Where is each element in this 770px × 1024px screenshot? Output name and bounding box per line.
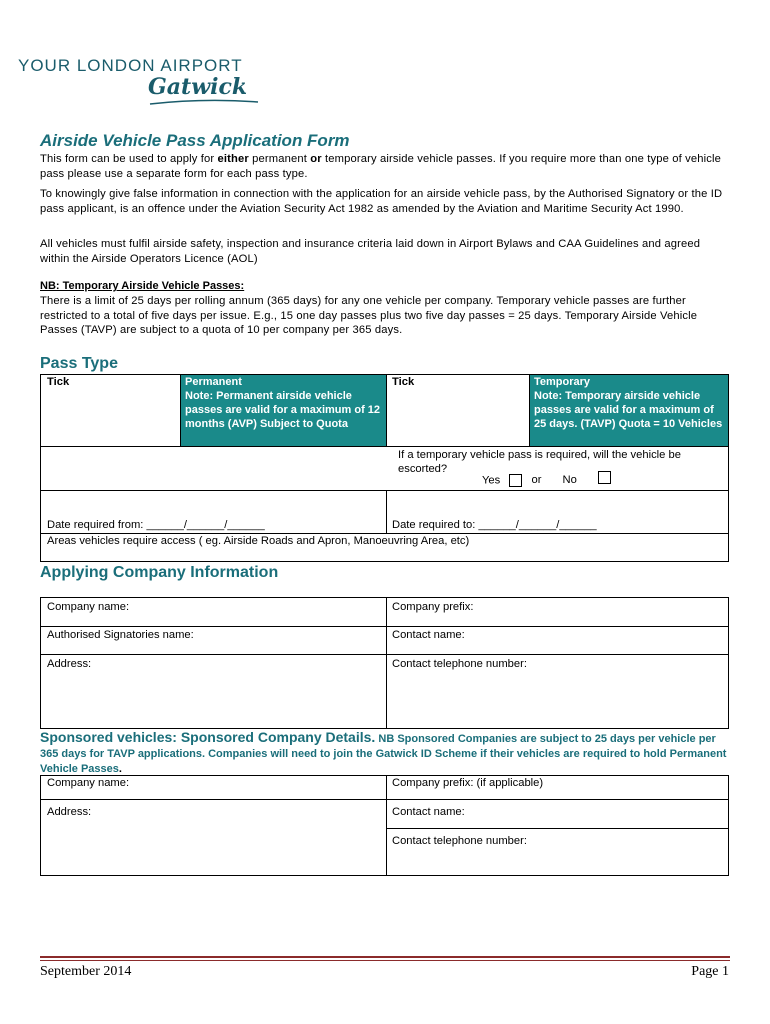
company-name-field[interactable]: Company name: xyxy=(47,601,130,613)
company-prefix-field[interactable]: Company prefix: xyxy=(392,601,474,613)
contact-phone-field[interactable]: Contact telephone number: xyxy=(392,658,527,670)
temporary-option[interactable]: Temporary Note: Temporary airside vehicle passes are valid for a maximum of 25 days. (TAVP) Quota = 10 Vehicles xyxy=(530,375,728,446)
intro-paragraph-3: All vehicles must fulfil airside safety, inspection and insurance criteria laid down in Airport Bylaws and CAA Guidelines and agreed within the Airside Operators Licence (AOL) xyxy=(40,238,701,265)
tick-temporary-label: Tick xyxy=(392,376,415,388)
page-title: Airside Vehicle Pass Application Form xyxy=(40,131,350,150)
tick-permanent-label: Tick xyxy=(47,376,70,388)
footer-date: September 2014 xyxy=(40,964,132,979)
sponsored-company-name-field[interactable]: Company name: xyxy=(47,777,130,789)
nb-heading: NB: Temporary Airside Vehicle Passes: xyxy=(40,280,245,292)
address-field[interactable]: Address: xyxy=(47,658,92,670)
date-to-field[interactable]: Date required to: ______/______/______ xyxy=(392,519,597,531)
signatories-field[interactable]: Authorised Signatories name: xyxy=(47,629,194,641)
footer-rule-thin xyxy=(40,960,730,961)
intro-paragraph-2: To knowingly give false information in connection with the application for an airside vehicle pass, by the Authorised Signatory or the ID pass applicant, is an offence under the Aviation Security Act 1982 as amended by the Aviation and Maritime Security Act 1990. xyxy=(40,188,723,215)
applying-company-table xyxy=(40,597,729,729)
or-label: or xyxy=(531,474,542,487)
sponsored-heading: Sponsored vehicles: Sponsored Company Details. NB Sponsored Companies are subject to 25 days per vehicle per 365 days for TAVP applications. Companies will need to join the Gatwick ID Scheme if their vehicles are required to hold Permanent Vehicle Passes. xyxy=(40,729,727,775)
permanent-option[interactable]: Permanent Note: Permanent airside vehicle passes are valid for a maximum of 12 months (AVP) Subject to Quota xyxy=(181,375,386,446)
sponsored-contact-phone-field[interactable]: Contact telephone number: xyxy=(392,835,527,847)
intro-paragraph-1: This form can be used to apply for either permanent or temporary airside vehicle passes. If you require more than one type of vehicle pass please use a separate form for each pass type. xyxy=(40,153,721,180)
nb-text: There is a limit of 25 days per rolling annum (365 days) for any one vehicle per company. Temporary vehicle passes are further restricted to a total of five days per issue. E.g., 15 one day passes plus two five day passes = 25 days. Temporary Airside Vehicle Passes (TAVP) are subject to a quota of 10 per company per 365 days. xyxy=(40,295,698,336)
escort-options xyxy=(482,474,611,487)
gatwick-logo-script: Gatwick xyxy=(148,74,248,100)
airport-logo-text: YOUR LONDON AIRPORT xyxy=(18,56,243,75)
applying-company-heading: Applying Company Information xyxy=(40,564,279,581)
sponsored-address-field[interactable]: Address: xyxy=(47,806,92,818)
footer-rule xyxy=(40,956,730,958)
sponsored-company-prefix-field[interactable]: Company prefix: (if applicable) xyxy=(392,777,544,789)
no-checkbox[interactable] xyxy=(598,471,611,484)
no-label: No xyxy=(562,474,577,487)
yes-checkbox[interactable] xyxy=(509,474,522,487)
sponsored-contact-name-field[interactable]: Contact name: xyxy=(392,806,465,818)
logo-swoosh-icon xyxy=(148,98,260,106)
date-from-field[interactable]: Date required from: ______/______/______ xyxy=(47,519,265,531)
contact-name-field[interactable]: Contact name: xyxy=(392,629,465,641)
sponsored-company-table xyxy=(40,775,729,876)
areas-field[interactable]: Areas vehicles require access ( eg. Airside Roads and Apron, Manoeuvring Area, etc) xyxy=(47,535,470,547)
footer-page-number: Page 1 xyxy=(691,964,729,979)
yes-label: Yes xyxy=(482,474,501,487)
pass-type-heading: Pass Type xyxy=(40,355,118,372)
escort-question: If a temporary vehicle pass is required, will the vehicle be escorted? xyxy=(398,449,681,475)
